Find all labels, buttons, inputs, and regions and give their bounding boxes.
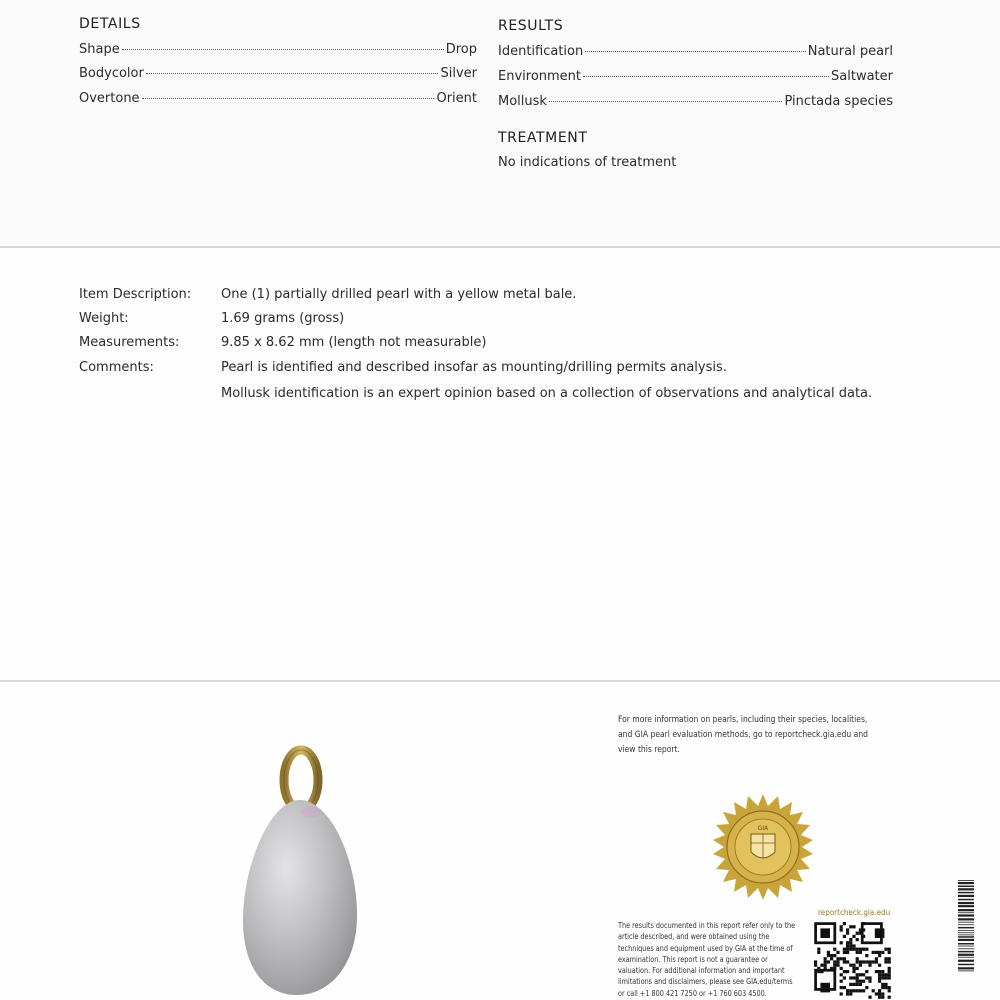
- item-description-label: Item Description:: [79, 287, 192, 302]
- treatment-text: No indications of treatment: [498, 155, 677, 170]
- seal-label: GIA: [757, 825, 769, 832]
- comments-label: Comments:: [79, 360, 154, 375]
- results-label: Mollusk: [498, 94, 547, 109]
- leader-dots: [585, 51, 805, 52]
- pearl-orient-highlight: [301, 806, 321, 818]
- details-value: Orient: [436, 91, 477, 106]
- results-label: Environment: [498, 69, 582, 84]
- leader-dots: [583, 76, 829, 77]
- details-row-shape: [79, 42, 477, 57]
- results-row-mollusk: [498, 94, 893, 109]
- results-value: Saltwater: [831, 69, 893, 84]
- gia-seal-icon: [708, 792, 818, 902]
- comment-line-2: Mollusk identification is an expert opinion based on a collection of observations and analytical data.: [221, 386, 873, 401]
- results-row-identification: [498, 44, 893, 59]
- reportcheck-url: reportcheck.gia.edu: [818, 908, 891, 917]
- leader-dots: [549, 101, 783, 102]
- item-description-value: One (1) partially drilled pearl with a yellow metal bale.: [221, 287, 577, 302]
- disclaimer-text: The results documented in this report refer only to the article described, and were obtained using the techniques and equipment used by GIA at the time of examination. This report is not a guarantee or valuation. For additional information and important limitations and disclaimers, please see GIA.edu/terms or call +1 800 421 7250 or +1 760 603 4500.: [618, 921, 796, 998]
- results-value: Pinctada species: [784, 94, 893, 109]
- details-row-overtone: [79, 91, 477, 106]
- details-label: Shape: [79, 42, 120, 57]
- treatment-title: TREATMENT: [498, 130, 588, 146]
- report-panel-top: [0, 0, 1000, 246]
- pearl-drop-shape: [243, 800, 357, 995]
- details-label: Bodycolor: [79, 66, 144, 81]
- details-row-bodycolor: [79, 66, 477, 81]
- leader-dots: [146, 73, 439, 74]
- measurements-value: 9.85 x 8.62 mm (length not measurable): [221, 335, 487, 350]
- results-value: Natural pearl: [807, 44, 893, 59]
- results-title: RESULTS: [498, 18, 564, 34]
- details-value: Drop: [445, 42, 477, 57]
- leader-dots: [122, 49, 444, 50]
- details-label: Overtone: [79, 91, 140, 106]
- measurements-label: Measurements:: [79, 335, 180, 350]
- pearl-photo: [235, 740, 365, 1000]
- results-label: Identification: [498, 44, 584, 59]
- more-info-text: For more information on pearls, including their species, localities, and GIA pearl evaluation methods, go to reportcheck.gia.edu and view this report.: [618, 715, 868, 755]
- comment-line-1: Pearl is identified and described insofar as mounting/drilling permits analysis.: [221, 360, 727, 375]
- report-panel-middle: [0, 248, 1000, 680]
- leader-dots: [142, 98, 435, 99]
- results-row-environment: [498, 69, 893, 84]
- weight-label: Weight:: [79, 311, 129, 326]
- weight-value: 1.69 grams (gross): [221, 311, 345, 326]
- details-title: DETAILS: [79, 16, 141, 32]
- details-value: Silver: [440, 66, 477, 81]
- qr-code-icon[interactable]: [814, 922, 894, 1000]
- barcode-icon: [956, 880, 976, 1000]
